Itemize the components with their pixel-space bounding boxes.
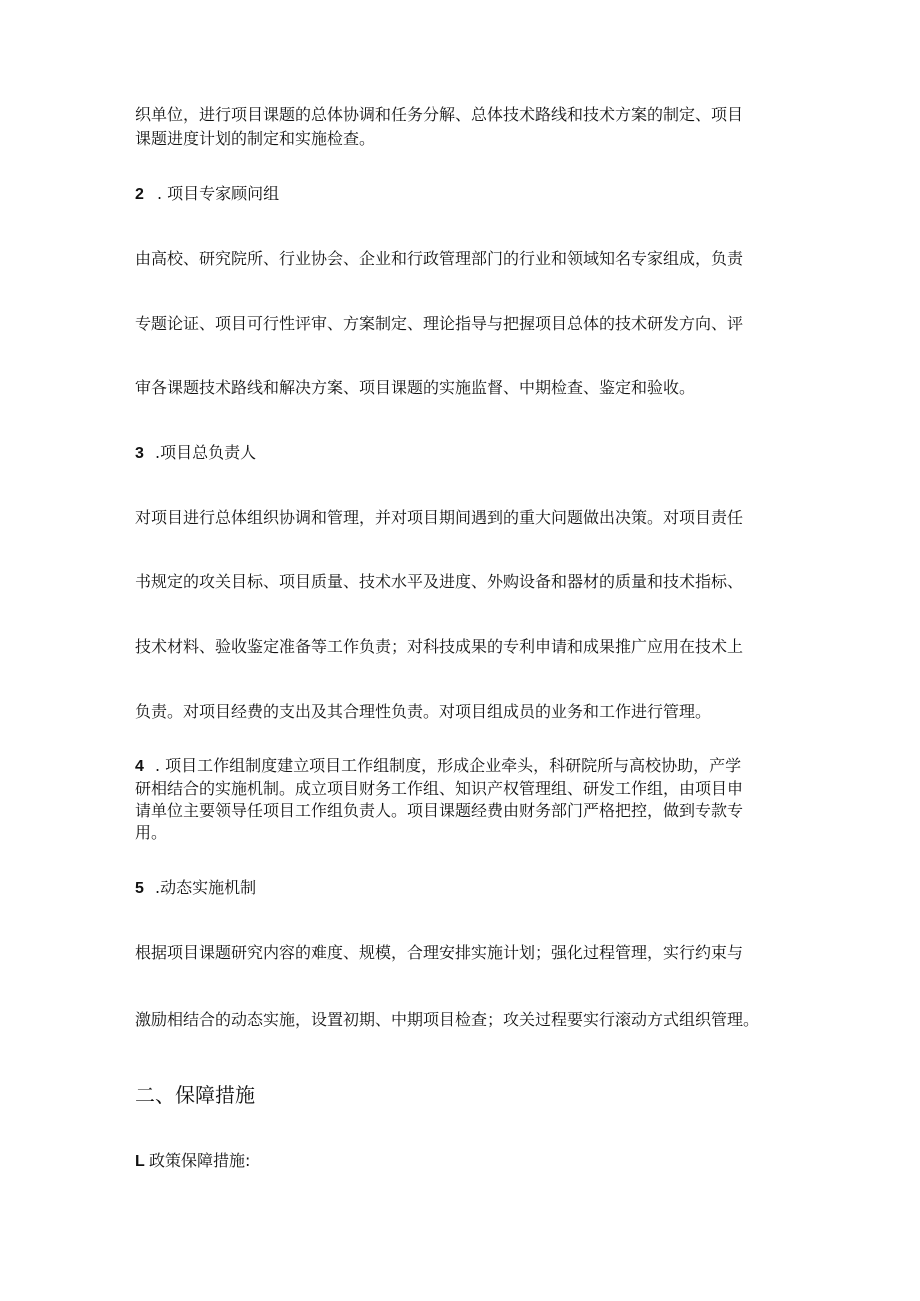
heading-text: 政策保障措施: [149,1151,251,1170]
heading-policy-measures [135,1150,250,1173]
heading-text: .动态实施机制 [155,878,257,897]
heading-dynamic-mechanism [135,877,256,900]
paragraph-line: 根据项目课题研究内容的难度、规模，合理安排实施计划；强化过程管理，实行约束与 [135,943,744,962]
paragraph-line: 由高校、研究院所、行业协会、企业和行政管理部门的行业和领域知名专家组成，负责 [135,249,744,268]
paragraph-line: 负责。对项目经费的支出及其合理性负责。对项目组成员的业务和工作进行管理。 [135,702,712,721]
section-title: 二、保障措施 [135,1083,255,1107]
heading-number: 2 [135,186,144,203]
paragraph-line: 请单位主要领导任项目工作组负责人。项目课题经费由财务部门严格把控，做到专款专 [135,801,744,820]
heading-number: 5 [135,880,144,897]
paragraph-line: 用。 [135,823,168,842]
paragraph-line: 织单位，进行项目课题的总体协调和任务分解、总体技术路线和技术方案的制定、项目 [135,105,744,124]
paragraph-line: 技术材料、验收鉴定准备等工作负责；对科技成果的专利申请和成果推广应用在技术上 [135,637,744,656]
heading-text: . 项目专家顾问组 [157,184,280,203]
paragraph-line: 审各课题技术路线和解决方案、项目课题的实施监督、中期检查、鉴定和验收。 [135,378,696,397]
heading-number: L [135,1153,145,1170]
heading-text: . 项目工作组制度建立项目工作组制度，形成企业牵头，科研院所与高校协助，产学 [155,756,742,775]
heading-work-group [135,755,741,778]
paragraph-line: 课题进度计划的制定和实施检查。 [135,129,376,148]
heading-project-leader [135,442,256,465]
heading-number: 3 [135,445,144,462]
heading-text: .项目总负责人 [155,443,257,462]
paragraph-line: 激励相结合的动态实施，设置初期、中期项目检查；攻关过程要实行滚动方式组织管理。 [135,1010,760,1029]
heading-number: 4 [135,758,144,775]
heading-expert-group [135,183,279,206]
paragraph-line: 专题论证、项目可行性评审、方案制定、理论指导与把握项目总体的技术研发方向、评 [135,314,744,333]
paragraph-line: 研相结合的实施机制。成立项目财务工作组、知识产权管理组、研发工作组，由项目申 [135,779,744,798]
paragraph-line: 对项目进行总体组织协调和管理，并对项目期间遇到的重大问题做出决策。对项目责任 [135,508,744,527]
paragraph-line: 书规定的攻关目标、项目质量、技术水平及进度、外购设备和器材的质量和技术指标、 [135,572,744,591]
